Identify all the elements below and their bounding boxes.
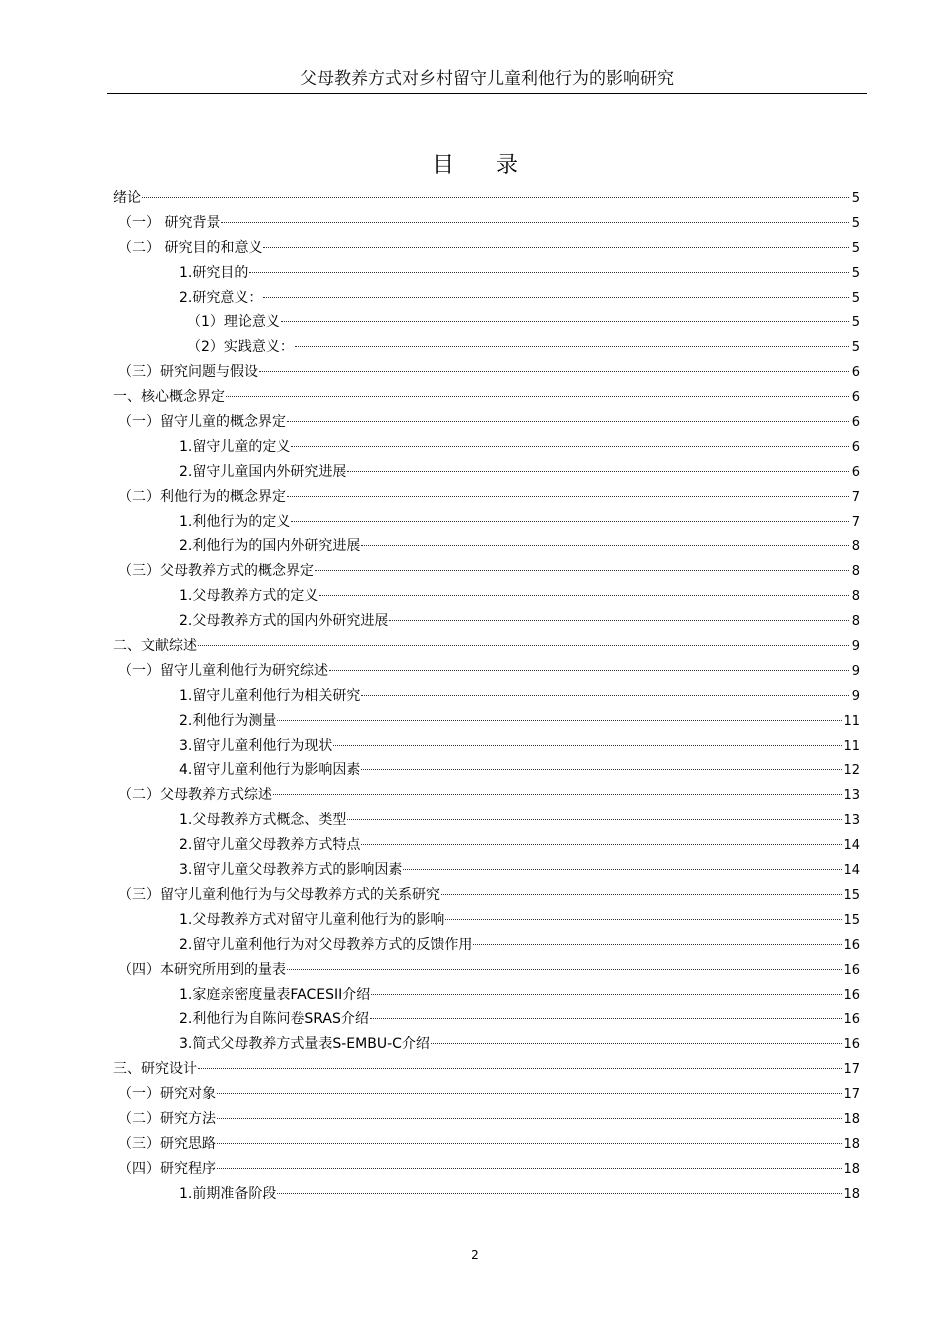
toc-entry-label: 1.研究目的 [179, 264, 249, 281]
toc-entry-page: 8 [851, 614, 860, 630]
toc-entry[interactable] [113, 958, 860, 983]
toc-entry[interactable] [113, 310, 860, 335]
toc-entry-label: （二）利他行为的概念界定 [118, 488, 286, 505]
toc-entry-label: 1.前期准备阶段 [179, 1185, 277, 1202]
toc-entry-page: 7 [851, 514, 860, 530]
toc-entry-label: 3.留守儿童利他行为现状 [179, 737, 333, 754]
toc-leader-dots [217, 1143, 842, 1144]
toc-entry-label: （三）研究思路 [118, 1135, 216, 1152]
toc-entry-page: 8 [851, 589, 860, 605]
toc-entry-page: 18 [843, 1161, 860, 1177]
toc-entry[interactable] [113, 360, 860, 385]
toc-entry[interactable] [113, 609, 860, 634]
toc-entry-label: 2.利他行为自陈问卷SRAS介绍 [179, 1011, 369, 1028]
toc-leader-dots [371, 994, 842, 995]
toc-entry[interactable] [113, 385, 860, 410]
toc-entry-page: 13 [843, 788, 860, 804]
toc-entry-page: 14 [843, 863, 860, 879]
toc-entry[interactable] [113, 186, 860, 211]
toc-entry-page: 8 [851, 539, 860, 555]
toc-leader-dots [249, 272, 849, 273]
toc-leader-dots [221, 222, 849, 223]
toc-leader-dots [389, 620, 849, 621]
toc-entry-page: 8 [851, 564, 860, 580]
toc-leader-dots [370, 1018, 843, 1019]
toc-entry-label: （一）留守儿童的概念界定 [118, 414, 286, 431]
toc-entry[interactable] [113, 1032, 860, 1057]
toc-entry-page: 16 [843, 987, 860, 1003]
toc-entry-page: 17 [843, 1087, 860, 1103]
toc-entry[interactable] [113, 1182, 860, 1207]
toc-entry-label: 三、研究设计 [113, 1061, 197, 1078]
toc-entry-label: 二、文献综述 [113, 638, 197, 655]
toc-entry-page: 18 [843, 1186, 860, 1202]
toc-entry[interactable] [113, 758, 860, 783]
toc-entry[interactable] [113, 261, 860, 286]
toc-leader-dots [361, 695, 849, 696]
toc-entry[interactable] [113, 634, 860, 659]
toc-entry-label: 2.利他行为测量 [179, 712, 277, 729]
toc-leader-dots [281, 321, 849, 322]
toc-leader-dots [217, 1093, 842, 1094]
toc-leader-dots [277, 720, 842, 721]
toc-entry[interactable] [113, 833, 860, 858]
toc-leader-dots [226, 396, 849, 397]
toc-leader-dots [361, 844, 842, 845]
toc-entry[interactable] [113, 734, 860, 759]
toc-entry[interactable] [113, 808, 860, 833]
toc-entry-label: （三）留守儿童利他行为与父母教养方式的关系研究 [118, 886, 440, 903]
toc-leader-dots [273, 794, 842, 795]
toc-entry[interactable] [113, 510, 860, 535]
toc-leader-dots [445, 919, 842, 920]
toc-entry[interactable] [113, 983, 860, 1008]
toc-entry-label: 1.留守儿童的定义 [179, 438, 291, 455]
toc-entry-page: 14 [843, 838, 860, 854]
toc-leader-dots [287, 421, 849, 422]
toc-entry-label: （1）理论意义 [187, 314, 280, 331]
toc-entry-label: 3.简式父母教养方式量表S-EMBU-C介绍 [179, 1036, 430, 1053]
toc-entry-page: 16 [843, 1012, 860, 1028]
toc-entry-page: 5 [851, 340, 860, 356]
toc-entry[interactable] [113, 211, 860, 236]
toc-leader-dots [441, 894, 842, 895]
toc-entry-label: 1.家庭亲密度量表FACESII介绍 [179, 986, 371, 1003]
toc-entry-page: 17 [843, 1062, 860, 1078]
toc-entry-page: 6 [851, 439, 860, 455]
toc-leader-dots [319, 595, 849, 596]
toc-entry-page: 5 [851, 315, 860, 331]
toc-entry[interactable] [113, 1132, 860, 1157]
toc-entry-label: 2.研究意义： [179, 289, 263, 306]
toc-entry-page: 5 [851, 290, 860, 306]
toc-leader-dots [473, 944, 842, 945]
toc-entry-page: 12 [843, 763, 860, 779]
toc-entry[interactable] [113, 286, 860, 311]
toc-leader-dots [287, 969, 842, 970]
toc-entry-page: 6 [851, 415, 860, 431]
toc-entry-label: 绪论 [113, 190, 141, 206]
toc-entry-label: （三）研究问题与假设 [118, 364, 258, 381]
toc-leader-dots [361, 545, 849, 546]
toc-entry[interactable] [113, 1157, 860, 1182]
toc-entry[interactable] [113, 435, 860, 460]
table-of-contents [113, 186, 860, 1207]
toc-entry-page: 16 [843, 1037, 860, 1053]
toc-leader-dots [361, 769, 842, 770]
toc-entry-page: 5 [851, 191, 860, 206]
toc-entry-label: （三）父母教养方式的概念界定 [118, 563, 314, 580]
toc-title: 目录 [431, 153, 560, 178]
toc-entry-label: 2.留守儿童父母教养方式特点 [179, 837, 361, 854]
toc-entry-page: 5 [851, 240, 860, 256]
toc-entry-page: 9 [851, 688, 860, 704]
toc-entry[interactable] [113, 1082, 860, 1107]
toc-entry-page: 9 [851, 663, 860, 679]
toc-entry[interactable] [113, 534, 860, 559]
toc-entry-page: 11 [843, 738, 860, 754]
toc-entry-label: （二）研究方法 [118, 1110, 216, 1127]
page-header: 父母教养方式对乡村留守儿童利他行为的影响研究 [107, 66, 867, 94]
toc-entry[interactable] [113, 1007, 860, 1032]
toc-entry-label: 1.父母教养方式概念、类型 [179, 812, 347, 829]
toc-leader-dots [277, 1193, 842, 1194]
toc-entry-label: （一）研究对象 [118, 1086, 216, 1103]
toc-entry[interactable] [113, 410, 860, 435]
toc-leader-dots [291, 521, 849, 522]
toc-leader-dots [291, 446, 849, 447]
toc-entry-page: 6 [851, 365, 860, 381]
toc-leader-dots [295, 346, 849, 347]
toc-entry-page: 6 [851, 390, 860, 406]
toc-entry-page: 11 [843, 713, 860, 729]
toc-entry-page: 13 [843, 813, 860, 829]
toc-entry[interactable] [113, 908, 860, 933]
toc-leader-dots [287, 496, 849, 497]
toc-leader-dots [315, 570, 849, 571]
toc-entry-label: 1.利他行为的定义 [179, 513, 291, 530]
toc-entry-page: 5 [851, 265, 860, 281]
toc-entry[interactable] [113, 883, 860, 908]
toc-entry-page: 7 [851, 489, 860, 505]
toc-entry-label: （二） 研究目的和意义 [118, 239, 263, 256]
toc-leader-dots [403, 869, 842, 870]
toc-entry[interactable] [113, 783, 860, 808]
toc-entry[interactable] [113, 460, 860, 485]
toc-entry-label: 2.留守儿童国内外研究进展 [179, 463, 347, 480]
toc-entry-label: 4.留守儿童利他行为影响因素 [179, 762, 361, 779]
toc-entry[interactable] [113, 709, 860, 734]
toc-entry-label: （一）留守儿童利他行为研究综述 [118, 662, 328, 679]
toc-leader-dots [217, 1118, 842, 1119]
toc-entry-label: 2.利他行为的国内外研究进展 [179, 538, 361, 555]
toc-entry-page: 18 [843, 1111, 860, 1127]
toc-entry-label: （一） 研究背景 [118, 214, 221, 231]
toc-entry[interactable] [113, 933, 860, 958]
toc-entry[interactable] [113, 559, 860, 584]
toc-entry[interactable] [113, 858, 860, 883]
toc-entry-label: 2.留守儿童利他行为对父母教养方式的反馈作用 [179, 936, 473, 953]
toc-leader-dots [259, 371, 849, 372]
toc-entry-label: 1.父母教养方式对留守儿童利他行为的影响 [179, 911, 445, 928]
toc-entry-label: （四）研究程序 [118, 1160, 216, 1177]
toc-leader-dots [333, 745, 842, 746]
toc-entry[interactable] [113, 335, 860, 360]
toc-entry-label: （二）父母教养方式综述 [118, 787, 272, 804]
toc-entry[interactable] [113, 684, 860, 709]
toc-entry-label: 1.父母教养方式的定义 [179, 588, 319, 605]
toc-entry-page: 16 [843, 937, 860, 953]
toc-leader-dots [431, 1043, 843, 1044]
page-number: 2 [471, 1248, 479, 1262]
toc-entry-label: 1.留守儿童利他行为相关研究 [179, 687, 361, 704]
toc-entry[interactable] [113, 659, 860, 684]
toc-leader-dots [347, 471, 849, 472]
toc-leader-dots [142, 197, 849, 198]
toc-entry-page: 9 [851, 639, 860, 655]
toc-entry-label: 2.父母教养方式的国内外研究进展 [179, 613, 389, 630]
toc-leader-dots [198, 1068, 842, 1069]
toc-entry-page: 16 [843, 962, 860, 978]
toc-entry[interactable] [113, 1057, 860, 1082]
toc-entry-page: 6 [851, 464, 860, 480]
toc-entry[interactable] [113, 1107, 860, 1132]
toc-entry-label: （四）本研究所用到的量表 [118, 961, 286, 978]
toc-leader-dots [217, 1168, 842, 1169]
toc-entry-page: 15 [843, 912, 860, 928]
toc-entry-page: 18 [843, 1136, 860, 1152]
toc-leader-dots [198, 645, 849, 646]
toc-entry[interactable] [113, 236, 860, 261]
toc-entry-page: 15 [843, 887, 860, 903]
toc-entry-label: 一、核心概念界定 [113, 389, 225, 406]
toc-leader-dots [329, 670, 849, 671]
toc-entry-label: （2）实践意义： [187, 339, 294, 356]
toc-entry[interactable] [113, 584, 860, 609]
toc-leader-dots [263, 297, 849, 298]
toc-entry[interactable] [113, 485, 860, 510]
toc-entry-page: 5 [851, 215, 860, 231]
toc-leader-dots [347, 819, 842, 820]
toc-entry-label: 3.留守儿童父母教养方式的影响因素 [179, 862, 403, 879]
toc-leader-dots [263, 247, 849, 248]
